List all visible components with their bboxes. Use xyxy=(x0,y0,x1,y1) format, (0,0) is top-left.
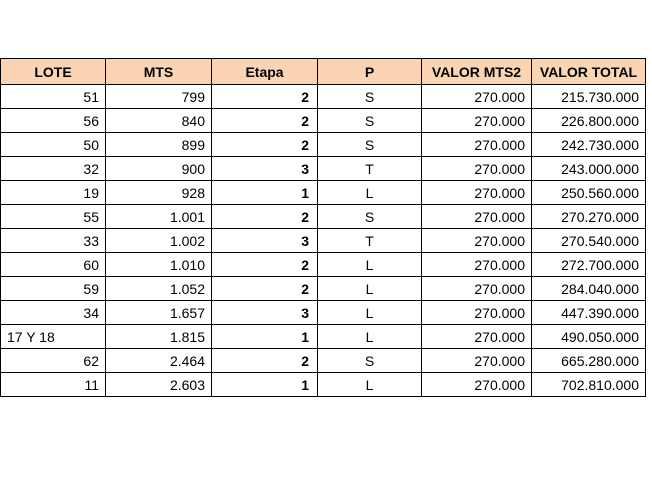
cell-valor-mts2: 270.000 xyxy=(422,133,532,157)
header-etapa: Etapa xyxy=(212,59,318,85)
cell-valor-mts2: 270.000 xyxy=(422,109,532,133)
cell-etapa: 2 xyxy=(212,133,318,157)
table-row xyxy=(1,181,646,205)
table-row xyxy=(1,205,646,229)
cell-etapa: 1 xyxy=(212,373,318,397)
header-p: P xyxy=(318,59,422,85)
cell-p: S xyxy=(318,109,422,133)
cell-lote: 60 xyxy=(1,253,106,277)
cell-valor-total: 447.390.000 xyxy=(532,301,646,325)
cell-p: S xyxy=(318,349,422,373)
table-row xyxy=(1,301,646,325)
cell-etapa: 2 xyxy=(212,253,318,277)
cell-lote: 33 xyxy=(1,229,106,253)
cell-etapa: 1 xyxy=(212,325,318,349)
cell-etapa: 3 xyxy=(212,229,318,253)
cell-p: L xyxy=(318,373,422,397)
cell-mts: 1.815 xyxy=(106,325,212,349)
cell-lote: 34 xyxy=(1,301,106,325)
cell-p: L xyxy=(318,325,422,349)
cell-p: L xyxy=(318,181,422,205)
cell-etapa: 2 xyxy=(212,109,318,133)
cell-valor-total: 272.700.000 xyxy=(532,253,646,277)
cell-etapa: 2 xyxy=(212,277,318,301)
cell-valor-mts2: 270.000 xyxy=(422,205,532,229)
cell-lote: 56 xyxy=(1,109,106,133)
cell-lote: 51 xyxy=(1,85,106,109)
cell-p: T xyxy=(318,157,422,181)
cell-valor-mts2: 270.000 xyxy=(422,85,532,109)
table-row xyxy=(1,229,646,253)
cell-p: S xyxy=(318,133,422,157)
cell-etapa: 3 xyxy=(212,301,318,325)
cell-mts: 1.052 xyxy=(106,277,212,301)
header-lote: LOTE xyxy=(1,59,106,85)
table-row xyxy=(1,85,646,109)
cell-mts: 1.002 xyxy=(106,229,212,253)
cell-valor-mts2: 270.000 xyxy=(422,277,532,301)
cell-valor-mts2: 270.000 xyxy=(422,229,532,253)
cell-mts: 1.001 xyxy=(106,205,212,229)
cell-etapa: 2 xyxy=(212,85,318,109)
cell-valor-mts2: 270.000 xyxy=(422,325,532,349)
cell-valor-mts2: 270.000 xyxy=(422,253,532,277)
table-row xyxy=(1,133,646,157)
cell-mts: 2.464 xyxy=(106,349,212,373)
cell-valor-mts2: 270.000 xyxy=(422,349,532,373)
cell-lote: 55 xyxy=(1,205,106,229)
cell-mts: 840 xyxy=(106,109,212,133)
cell-valor-mts2: 270.000 xyxy=(422,373,532,397)
cell-valor-total: 665.280.000 xyxy=(532,349,646,373)
cell-mts: 928 xyxy=(106,181,212,205)
cell-valor-mts2: 270.000 xyxy=(422,181,532,205)
table-row xyxy=(1,253,646,277)
cell-lote: 62 xyxy=(1,349,106,373)
table-row xyxy=(1,277,646,301)
header-valor-mts2: VALOR MTS2 xyxy=(422,59,532,85)
cell-mts: 899 xyxy=(106,133,212,157)
lotes-table xyxy=(0,58,646,397)
header-mts: MTS xyxy=(106,59,212,85)
cell-mts: 1.010 xyxy=(106,253,212,277)
cell-mts: 799 xyxy=(106,85,212,109)
cell-lote: 11 xyxy=(1,373,106,397)
cell-lote: 19 xyxy=(1,181,106,205)
cell-p: S xyxy=(318,85,422,109)
cell-valor-mts2: 270.000 xyxy=(422,301,532,325)
cell-p: L xyxy=(318,277,422,301)
table-row xyxy=(1,349,646,373)
cell-valor-total: 270.540.000 xyxy=(532,229,646,253)
cell-valor-total: 284.040.000 xyxy=(532,277,646,301)
cell-lote: 32 xyxy=(1,157,106,181)
cell-lote: 17 Y 18 xyxy=(1,325,106,349)
cell-lote: 59 xyxy=(1,277,106,301)
cell-p: L xyxy=(318,301,422,325)
cell-valor-total: 215.730.000 xyxy=(532,85,646,109)
cell-mts: 2.603 xyxy=(106,373,212,397)
table-row xyxy=(1,325,646,349)
cell-valor-total: 242.730.000 xyxy=(532,133,646,157)
cell-valor-mts2: 270.000 xyxy=(422,157,532,181)
table-row xyxy=(1,157,646,181)
table-row xyxy=(1,109,646,133)
cell-p: L xyxy=(318,253,422,277)
table-row xyxy=(1,373,646,397)
cell-valor-total: 243.000.000 xyxy=(532,157,646,181)
cell-valor-total: 270.270.000 xyxy=(532,205,646,229)
cell-etapa: 2 xyxy=(212,205,318,229)
cell-valor-total: 702.810.000 xyxy=(532,373,646,397)
header-row xyxy=(1,59,646,85)
cell-p: S xyxy=(318,205,422,229)
cell-etapa: 2 xyxy=(212,349,318,373)
table-body xyxy=(1,85,646,397)
cell-etapa: 3 xyxy=(212,157,318,181)
cell-valor-total: 490.050.000 xyxy=(532,325,646,349)
cell-mts: 1.657 xyxy=(106,301,212,325)
cell-lote: 50 xyxy=(1,133,106,157)
header-valor-total: VALOR TOTAL xyxy=(532,59,646,85)
cell-valor-total: 226.800.000 xyxy=(532,109,646,133)
cell-mts: 900 xyxy=(106,157,212,181)
cell-p: T xyxy=(318,229,422,253)
cell-valor-total: 250.560.000 xyxy=(532,181,646,205)
cell-etapa: 1 xyxy=(212,181,318,205)
